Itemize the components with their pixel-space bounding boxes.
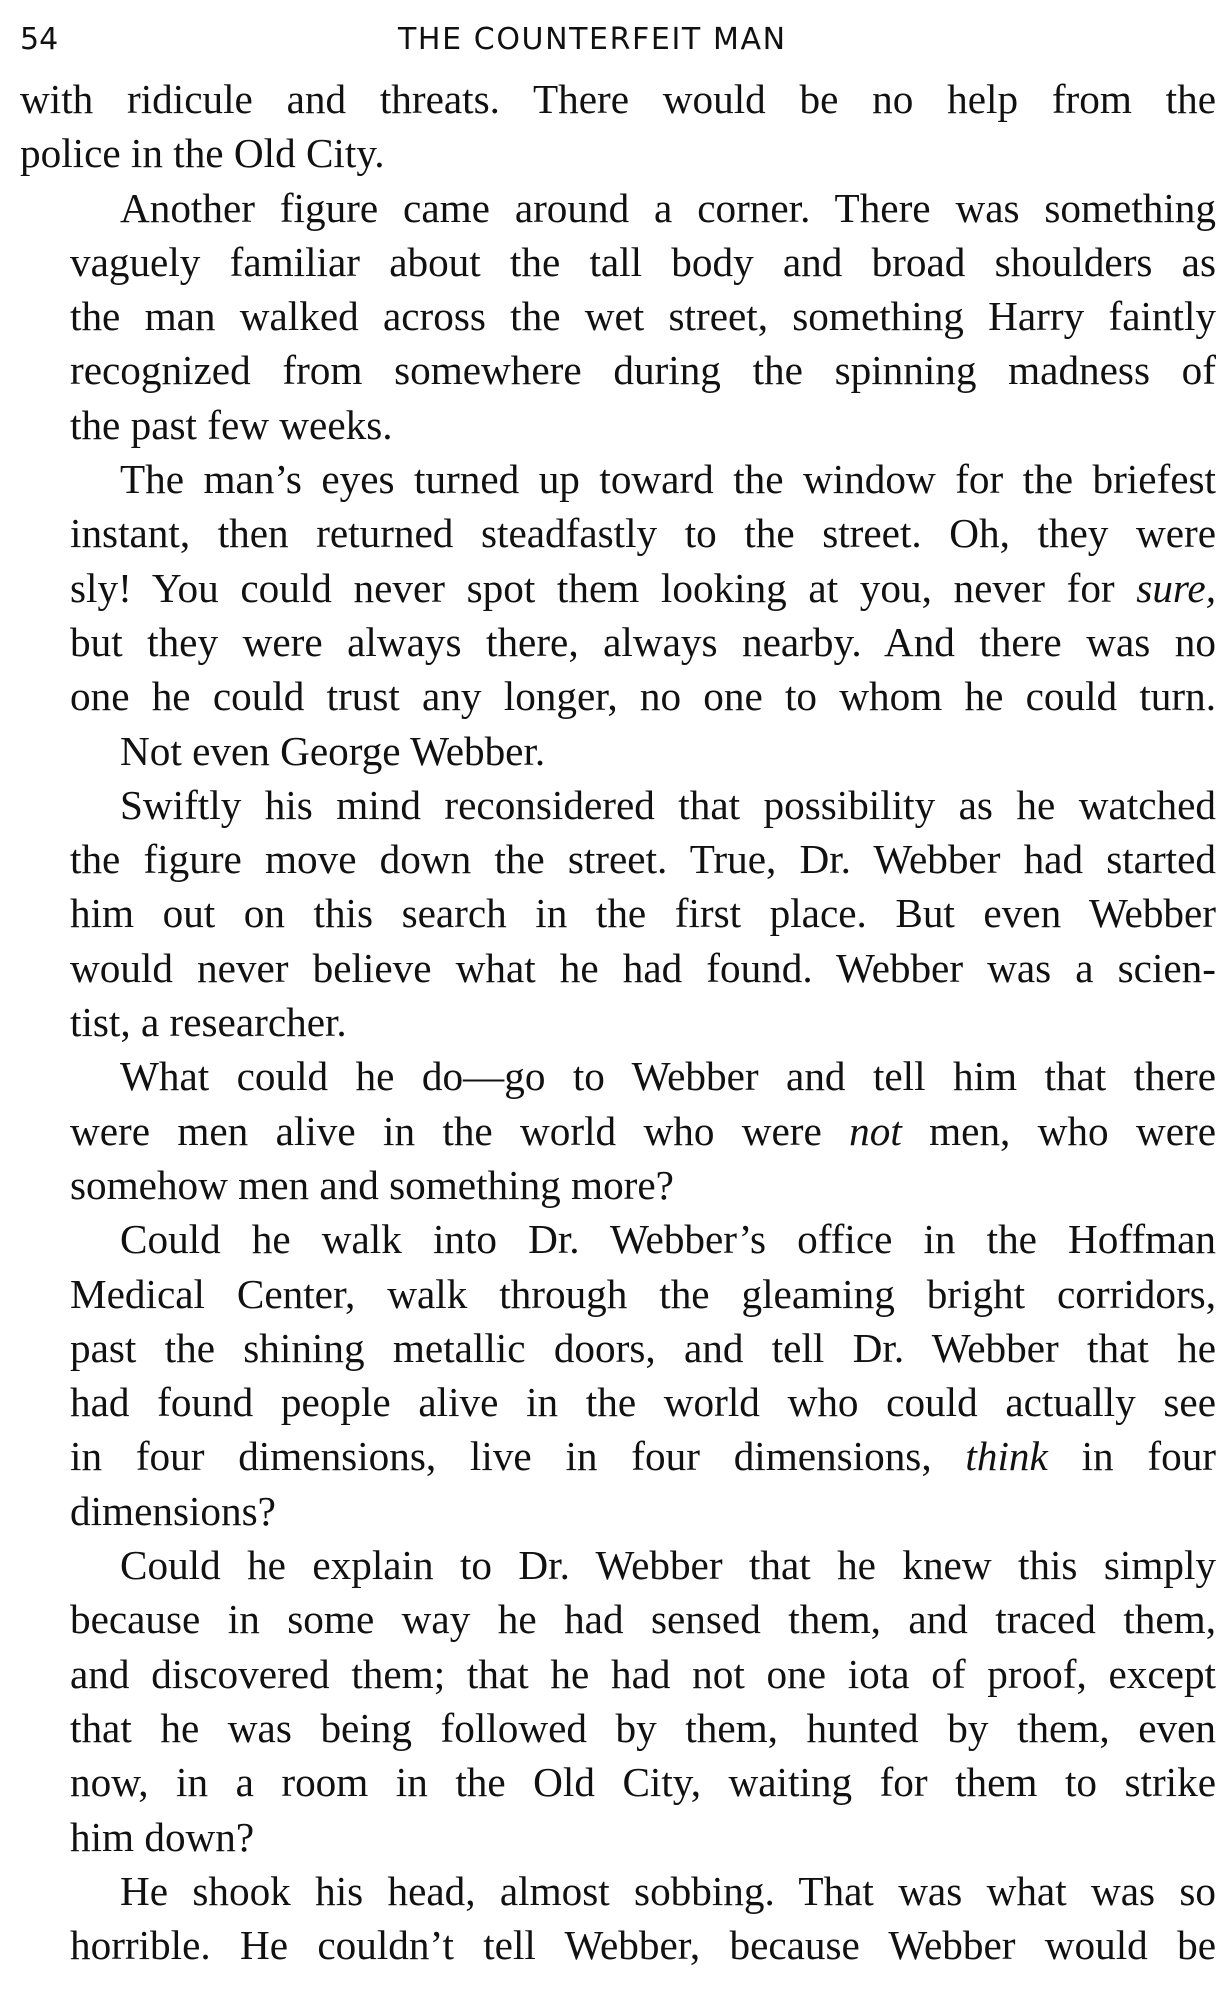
text-line: the man walked across the wet street, something Harry faintly [70, 293, 1216, 340]
text-line: He shook his head, almost sobbing. That was what was so [120, 1867, 1216, 1914]
text-line: instant, then returned steadfastly to the street. Oh, they were [70, 510, 1216, 557]
text-line [20, 561, 1216, 615]
text-line: with ridicule and threats. There would be no help from the [20, 76, 1216, 122]
paragraph [20, 1049, 1216, 1212]
paragraph [20, 181, 1216, 452]
text-segment: in four [1047, 1433, 1216, 1480]
text-body [20, 72, 1216, 1972]
text-segment: sly! You could never spot them looking at you, never for [70, 564, 1137, 611]
text-line: had found people alive in the world who could actually see [70, 1379, 1216, 1426]
text-line: but they were always there, always nearby. And there was no [70, 618, 1216, 665]
text-line: vaguely familiar about the tall body and broad shoulders as [70, 238, 1216, 285]
book-page [20, 0, 1216, 1996]
text-line: horrible. He couldn’t tell Webber, because Webber would be [70, 1922, 1216, 1969]
text-line: dimensions? [70, 1487, 276, 1534]
text-segment: in four dimensions, live in four dimensions, [70, 1433, 966, 1480]
text-line: that he was being followed by them, hunted by them, even [70, 1704, 1216, 1751]
italic-word: think [965, 1433, 1048, 1480]
text-line: police in the Old City. [20, 130, 385, 177]
text-line [20, 1429, 1216, 1483]
text-line [20, 1104, 1216, 1158]
text-line: Not even George Webber. [120, 727, 546, 774]
text-line: would never believe what he had found. Webber was a scien- [70, 944, 1216, 991]
italic-word: sure, [1136, 564, 1216, 611]
text-line: Medical Center, walk through the gleaming bright corridors, [70, 1270, 1216, 1317]
text-line: because in some way he had sensed them, and traced them, [70, 1596, 1216, 1643]
text-line: him down? [70, 1813, 255, 1860]
book-title: THE COUNTERFEIT MAN [398, 22, 787, 57]
text-line: past the shining metallic doors, and tell Dr. Webber that he [70, 1324, 1216, 1371]
text-segment: men, who were [901, 1107, 1216, 1154]
text-line: the past few weeks. [70, 401, 393, 448]
text-line: and discovered them; that he had not one iota of proof, except [70, 1650, 1216, 1697]
italic-word: not [849, 1107, 902, 1154]
paragraph [20, 778, 1216, 1049]
text-line: What could he do—go to Webber and tell him that there [120, 1053, 1216, 1100]
text-line: Could he walk into Dr. Webber’s office in the Hoffman [120, 1216, 1216, 1263]
paragraph [20, 452, 1216, 723]
text-line: Another figure came around a corner. There was something [120, 184, 1216, 231]
text-line: the figure move down the street. True, Dr. Webber had started [70, 836, 1216, 883]
text-line: The man’s eyes turned up toward the window for the briefest [120, 456, 1216, 503]
paragraph [20, 1864, 1216, 1973]
text-line: one he could trust any longer, no one to whom he could turn. [70, 673, 1216, 720]
paragraph [20, 72, 1216, 181]
text-line: Swiftly his mind reconsidered that possibility as he watched [120, 781, 1216, 828]
text-line: somehow men and something more? [70, 1161, 674, 1208]
text-segment: were men alive in the world who were [70, 1107, 850, 1154]
paragraph [20, 1212, 1216, 1538]
paragraph [20, 1538, 1216, 1864]
page-number: 54 [20, 22, 59, 57]
text-line: tist, a researcher. [70, 999, 347, 1046]
running-head [20, 0, 1216, 72]
text-line: now, in a room in the Old City, waiting for them to strike [70, 1759, 1216, 1806]
text-line: recognized from somewhere during the spinning madness of [70, 347, 1216, 394]
paragraph [20, 724, 1216, 778]
text-line: Could he explain to Dr. Webber that he knew this simply [120, 1542, 1216, 1589]
text-line: him out on this search in the first place. But even Webber [70, 890, 1216, 937]
